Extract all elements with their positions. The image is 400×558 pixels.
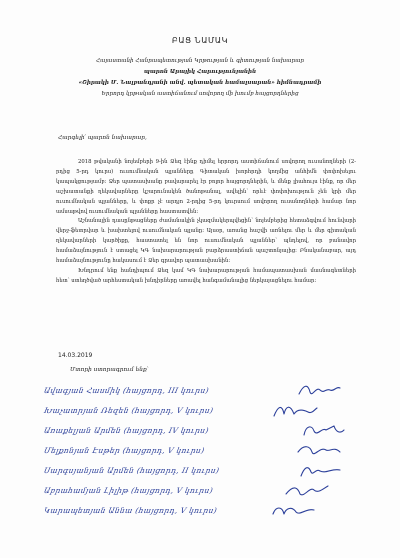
letter-date: 14.03.2019 <box>58 352 93 359</box>
header-line: Երրորդ կրթական աստիճանում սովորող մի խումբ հայցորդներից <box>101 91 299 97</box>
handwritten-signature <box>300 422 346 440</box>
handwritten-signature <box>270 502 316 520</box>
signer-name: Մելքոնյան Էսթեր (հայցորդ, V կուրս) <box>43 445 206 455</box>
handwritten-signature <box>296 442 342 460</box>
signer-name: Առաքելյան Արմեն (հայցորդ, IV կուրս) <box>43 425 210 435</box>
letter-title: ԲԱՑ ՆԱՄԱԿ <box>171 36 229 45</box>
signer-row <box>44 400 364 420</box>
handwritten-signature <box>272 402 318 420</box>
header-line: «Շիրակի Մ. Նալբանդյանի անվ. պետական համալսարան» հիմնադրամի <box>78 80 322 86</box>
letter-body <box>56 158 356 287</box>
header-line: Հայաստանի Հանրապետության Կրթության և գիտության նախարար <box>96 58 304 64</box>
signer-name: Կարապետյան Աննա (հայցորդ, V կուրս) <box>43 505 218 515</box>
salutation: Հարգելի՛ պարոն նախարար, <box>58 135 147 141</box>
signer-name: Սարգսյանյան Արմեն (հայցորդ, II կուրս) <box>43 465 221 475</box>
signer-row <box>44 480 364 500</box>
signer-row <box>44 380 364 400</box>
signer-row <box>44 440 364 460</box>
body-paragraph: Խնդրում ենք հանդիպում Ձեզ կամ ԿԳ նախարարության համապատասխան մասնագետների հետ՝ ստեղծված արհեստական խնդիրները առավել հանգամանալից ներկայացնելու համար: <box>56 267 356 284</box>
signature-label: Մտորի ստորագրում ենք՝ <box>70 367 149 373</box>
handwritten-signature <box>284 482 330 500</box>
letter-header <box>40 56 360 100</box>
signer-name: Խաչատրյան Ռեզեն (հայցորդ, V կուրս) <box>43 405 215 415</box>
handwritten-signature <box>296 382 342 400</box>
signer-row <box>44 460 364 480</box>
signer-name: Աբրահամյան Լիլիթ (հայցորդ, V կուրս) <box>43 485 214 495</box>
signer-name: Ավագյան Հասմիկ (հայցորդ, III կուրս) <box>43 385 210 395</box>
body-paragraph: 2018 թվականի նոյեմբերի 9-ին Ձեզ էինք դիմել երրորդ աստիճանում սովորող ուսանողների (2-րդից 5-րդ կուրս) ուսումնական պլանները Գիտական խորհրդի կողմից անհիմն փոփոխելու կապակցությամբ: Ձեր պատասխանը բավարարել էր բոլոր հայցորդներին, և մենք լիահույս էինք, որ մեր աշխատանքի ղեկավարները կշարունակեն ծանոթանալ, ավելին՝ որևէ փոփոխություն չեն կրի մեր ուսումնական պլանները, և փոքր չէ արդյո 2-րդից 5-րդ կուրսում սովորող ուսանողների համար նոր ամսաթվով ուսումնական պլանները հաստատվեն: <box>56 159 356 215</box>
signer-row <box>44 500 364 520</box>
signer-list <box>44 380 364 520</box>
signer-row <box>44 420 364 440</box>
handwritten-signature <box>298 462 344 480</box>
body-paragraph: Աշնանային դասընթացները ժամանակին չկազմակերպվեցին՝ նոյեմբերից հետաձգվում հունվարի վերջ-ֆետրվար և խախտելով ուսումնական պլանը: Այսօր, առանց հաշվի առնելու մեր և մեր գիտական ղեկավարների կարծիքը, հաստատել են նոր ուսումնական պլաններ՝ պնդելով, որ բանավոր համաձայնություն է ստացել ԿԳ նախարարության բարձրաստիճան պաշտոնյայից: Բնականաբար, այդ համաձայնությունը հակասում է Ձեր գրավոր պատասխանին: <box>56 218 356 265</box>
header-line: պարոն Արայիկ Հարությունյանին <box>143 69 257 75</box>
